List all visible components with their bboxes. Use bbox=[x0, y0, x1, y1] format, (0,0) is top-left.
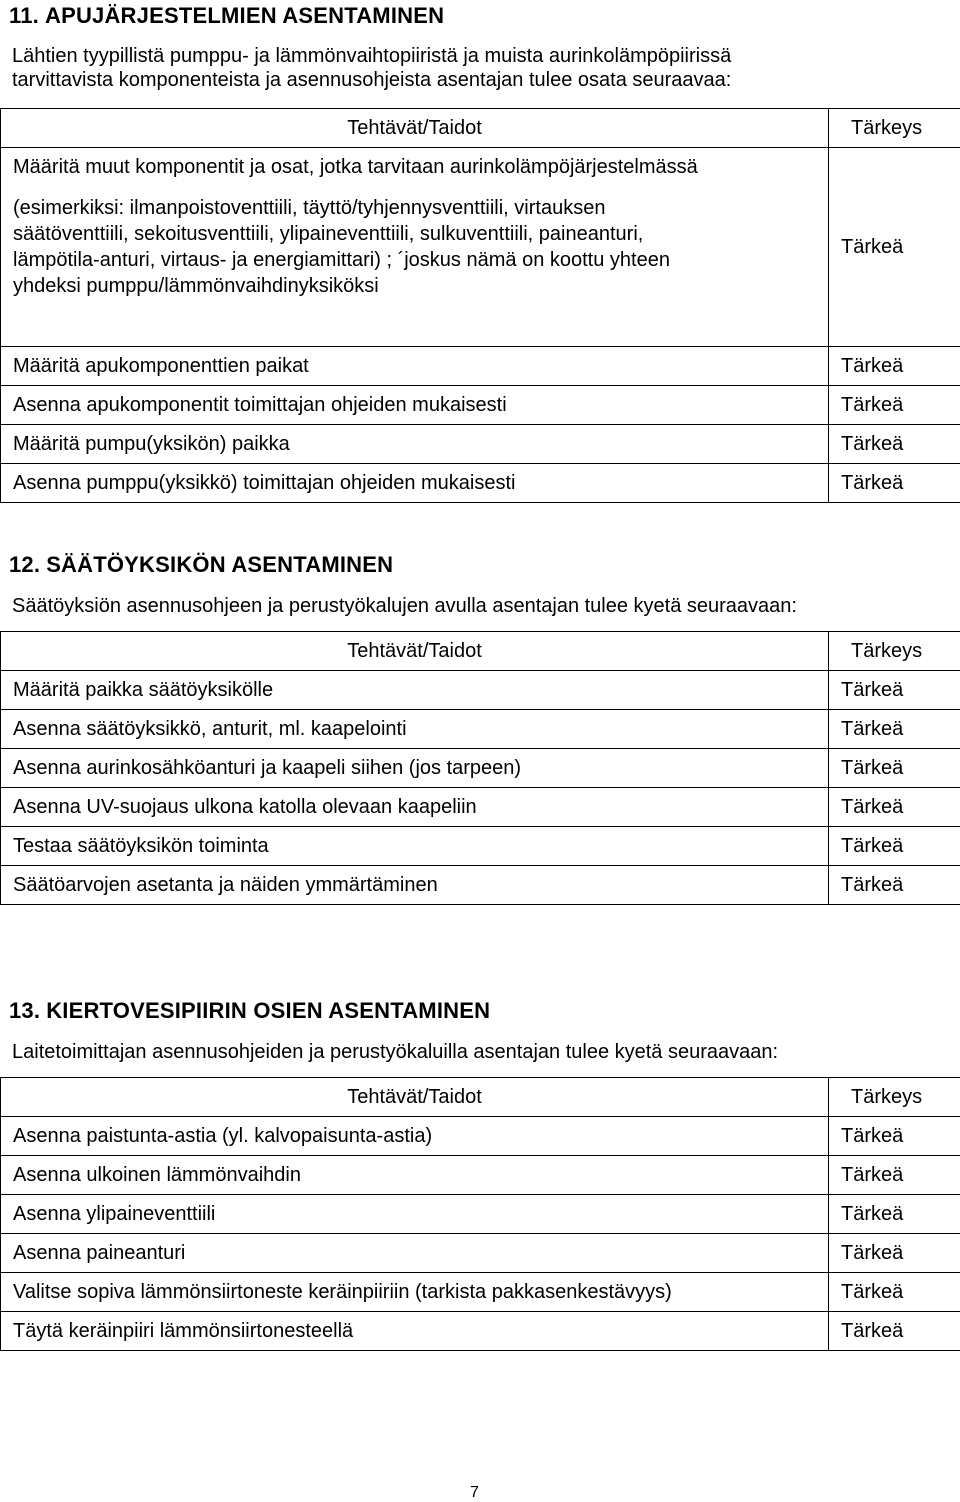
task-detail bbox=[13, 191, 828, 299]
table-row bbox=[1, 788, 960, 827]
section-number: 13. bbox=[9, 998, 40, 1024]
table-row bbox=[1, 1312, 960, 1351]
section-11-heading bbox=[9, 3, 444, 29]
section-title: SÄÄTÖYKSIKÖN ASENTAMINEN bbox=[46, 552, 393, 577]
table-row bbox=[1, 710, 960, 749]
task-cell: Määritä apukomponenttien paikat bbox=[1, 347, 829, 386]
column-header-importance: Tärkeys bbox=[829, 109, 960, 148]
importance-cell: Tärkeä bbox=[829, 1195, 960, 1234]
section-number: 11. bbox=[9, 3, 39, 29]
detail-line: (esimerkiksi: ilmanpoistoventtiili, täyttö/tyhjennysventtiili, virtauksen bbox=[13, 195, 828, 221]
table-header-row bbox=[1, 632, 960, 671]
task-cell bbox=[1, 148, 829, 347]
section-11-table bbox=[0, 108, 960, 503]
importance-cell: Tärkeä bbox=[829, 1312, 960, 1351]
importance-cell: Tärkeä bbox=[829, 425, 960, 464]
task-cell: Testaa säätöyksikön toiminta bbox=[1, 827, 829, 866]
table-row bbox=[1, 1156, 960, 1195]
table-row bbox=[1, 1117, 960, 1156]
task-cell: Asenna ylipaineventtiili bbox=[1, 1195, 829, 1234]
task-cell: Määritä paikka säätöyksikölle bbox=[1, 671, 829, 710]
table-row bbox=[1, 1195, 960, 1234]
section-13-intro: Laitetoimittajan asennusohjeiden ja perustyökaluilla asentajan tulee kyetä seuraavaan: bbox=[12, 1040, 942, 1064]
table-row bbox=[1, 1234, 960, 1273]
task-cell: Säätöarvojen asetanta ja näiden ymmärtäminen bbox=[1, 866, 829, 905]
column-header-task: Tehtävät/Taidot bbox=[1, 632, 829, 671]
section-12-heading bbox=[9, 552, 393, 578]
task-cell: Asenna paineanturi bbox=[1, 1234, 829, 1273]
table-row bbox=[1, 148, 960, 347]
task-cell: Valitse sopiva lämmönsiirtoneste keräinpiiriin (tarkista pakkasenkestävyys) bbox=[1, 1273, 829, 1312]
importance-cell: Tärkeä bbox=[829, 148, 960, 347]
column-header-task: Tehtävät/Taidot bbox=[1, 1078, 829, 1117]
detail-line: lämpötila-anturi, virtaus- ja energiamittari) ; ´joskus nämä on koottu yhteen bbox=[13, 247, 828, 273]
section-11-intro bbox=[12, 44, 942, 92]
detail-line: yhdeksi pumppu/lämmönvaihdinyksiköksi bbox=[13, 273, 828, 299]
table-row bbox=[1, 749, 960, 788]
task-cell: Asenna säätöyksikkö, anturit, ml. kaapelointi bbox=[1, 710, 829, 749]
task-cell: Asenna UV-suojaus ulkona katolla olevaan kaapeliin bbox=[1, 788, 829, 827]
importance-cell: Tärkeä bbox=[829, 386, 960, 425]
importance-cell: Tärkeä bbox=[829, 1117, 960, 1156]
column-header-task: Tehtävät/Taidot bbox=[1, 109, 829, 148]
section-12-intro: Säätöyksiön asennusohjeen ja perustyökalujen avulla asentajan tulee kyetä seuraavaan: bbox=[12, 594, 942, 618]
importance-cell: Tärkeä bbox=[829, 1273, 960, 1312]
section-title: APUJÄRJESTELMIEN ASENTAMINEN bbox=[45, 3, 444, 28]
importance-cell: Tärkeä bbox=[829, 827, 960, 866]
importance-cell: Tärkeä bbox=[829, 1156, 960, 1195]
task-cell: Määritä pumpu(yksikön) paikka bbox=[1, 425, 829, 464]
task-cell: Asenna apukomponentit toimittajan ohjeiden mukaisesti bbox=[1, 386, 829, 425]
table-row bbox=[1, 464, 960, 503]
section-title: KIERTOVESIPIIRIN OSIEN ASENTAMINEN bbox=[46, 998, 490, 1023]
importance-cell: Tärkeä bbox=[829, 710, 960, 749]
table-row bbox=[1, 827, 960, 866]
column-header-importance: Tärkeys bbox=[829, 1078, 960, 1117]
importance-cell: Tärkeä bbox=[829, 1234, 960, 1273]
table-header-row bbox=[1, 1078, 960, 1117]
task-cell: Asenna aurinkosähköanturi ja kaapeli siihen (jos tarpeen) bbox=[1, 749, 829, 788]
table-row bbox=[1, 425, 960, 464]
task-cell: Asenna ulkoinen lämmönvaihdin bbox=[1, 1156, 829, 1195]
task-cell: Täytä keräinpiiri lämmönsiirtonesteellä bbox=[1, 1312, 829, 1351]
table-row bbox=[1, 866, 960, 905]
importance-cell: Tärkeä bbox=[829, 749, 960, 788]
section-13-table bbox=[0, 1077, 960, 1351]
table-header-row bbox=[1, 109, 960, 148]
importance-cell: Tärkeä bbox=[829, 671, 960, 710]
task-title: Määritä muut komponentit ja osat, jotka tarvitaan aurinkolämpöjärjestelmässä bbox=[13, 156, 828, 179]
intro-line: tarvittavista komponenteista ja asennusohjeista asentajan tulee osata seuraavaa: bbox=[12, 68, 942, 92]
column-header-importance: Tärkeys bbox=[829, 632, 960, 671]
section-13-heading bbox=[9, 998, 490, 1024]
importance-cell: Tärkeä bbox=[829, 347, 960, 386]
section-number: 12. bbox=[9, 552, 40, 578]
task-cell: Asenna paistunta-astia (yl. kalvopaisunta-astia) bbox=[1, 1117, 829, 1156]
importance-cell: Tärkeä bbox=[829, 788, 960, 827]
table-row bbox=[1, 1273, 960, 1312]
task-cell: Asenna pumppu(yksikkö) toimittajan ohjeiden mukaisesti bbox=[1, 464, 829, 503]
intro-line: Lähtien tyypillistä pumppu- ja lämmönvaihtopiiristä ja muista aurinkolämpöpiirissä bbox=[12, 44, 942, 68]
page-number: 7 bbox=[470, 1484, 479, 1502]
importance-cell: Tärkeä bbox=[829, 866, 960, 905]
table-row bbox=[1, 671, 960, 710]
table-row bbox=[1, 386, 960, 425]
section-12-table bbox=[0, 631, 960, 905]
importance-cell: Tärkeä bbox=[829, 464, 960, 503]
table-row bbox=[1, 347, 960, 386]
detail-line: säätöventtiili, sekoitusventtiili, ylipaineventtiili, sulkuventtiili, paineanturi, bbox=[13, 221, 828, 247]
